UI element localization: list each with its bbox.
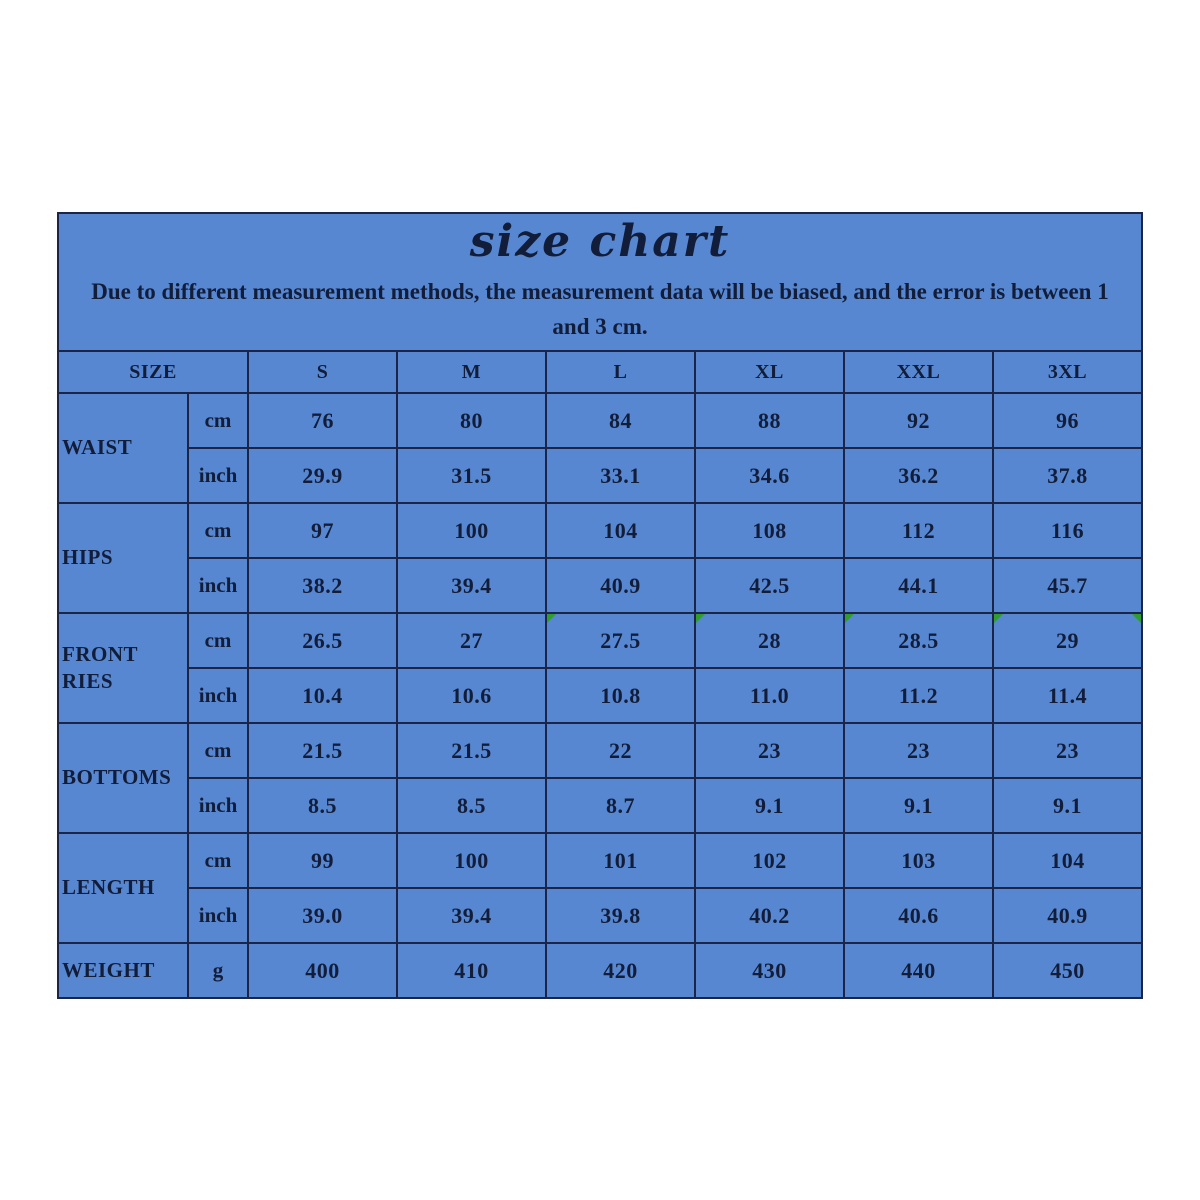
value-bottoms-cm-l: 22 <box>546 723 695 778</box>
size-column-header-xl: XL <box>695 351 844 393</box>
value-weight-g-m: 410 <box>397 943 546 998</box>
value-front-ries-inch-s: 10.4 <box>248 668 397 723</box>
unit-cell-hips-cm: cm <box>188 503 248 558</box>
row-label-waist: WAIST <box>58 393 188 503</box>
value-hips-inch-l: 40.9 <box>546 558 695 613</box>
value-length-inch-xxl: 40.6 <box>844 888 993 943</box>
unit-cell-length-inch: inch <box>188 888 248 943</box>
table-row-front-ries-cm <box>58 613 1142 668</box>
unit-cell-weight-g: g <box>188 943 248 998</box>
value-bottoms-inch-l: 8.7 <box>546 778 695 833</box>
green-corner-marker <box>845 614 854 623</box>
value-weight-g-l: 420 <box>546 943 695 998</box>
value-waist-cm-xxl: 92 <box>844 393 993 448</box>
green-corner-marker <box>1132 614 1141 623</box>
value-front-ries-inch-xl: 11.0 <box>695 668 844 723</box>
unit-cell-hips-inch: inch <box>188 558 248 613</box>
row-label-weight: WEIGHT <box>58 943 188 998</box>
value-hips-inch-m: 39.4 <box>397 558 546 613</box>
value-length-inch-3xl: 40.9 <box>993 888 1142 943</box>
green-corner-marker <box>547 614 556 623</box>
value-bottoms-inch-xl: 9.1 <box>695 778 844 833</box>
unit-cell-front-ries-inch: inch <box>188 668 248 723</box>
value-weight-g-xl: 430 <box>695 943 844 998</box>
value-front-ries-cm-3xl: 29 <box>993 613 1142 668</box>
unit-cell-front-ries-cm: cm <box>188 613 248 668</box>
value-length-inch-m: 39.4 <box>397 888 546 943</box>
value-bottoms-cm-xxl: 23 <box>844 723 993 778</box>
value-length-cm-l: 101 <box>546 833 695 888</box>
table-row-bottoms-inch <box>58 778 1142 833</box>
value-waist-cm-3xl: 96 <box>993 393 1142 448</box>
value-length-cm-m: 100 <box>397 833 546 888</box>
value-waist-cm-s: 76 <box>248 393 397 448</box>
value-front-ries-inch-xxl: 11.2 <box>844 668 993 723</box>
size-column-header: SIZE <box>58 351 248 393</box>
green-corner-marker <box>696 614 705 623</box>
value-front-ries-cm-xxl: 28.5 <box>844 613 993 668</box>
row-label-length: LENGTH <box>58 833 188 943</box>
size-column-header-m: M <box>397 351 546 393</box>
green-corner-marker <box>994 614 1003 623</box>
value-waist-inch-s: 29.9 <box>248 448 397 503</box>
row-label-bottoms: BOTTOMS <box>58 723 188 833</box>
value-hips-cm-3xl: 116 <box>993 503 1142 558</box>
value-length-cm-xl: 102 <box>695 833 844 888</box>
row-label-hips: HIPS <box>58 503 188 613</box>
value-bottoms-inch-xxl: 9.1 <box>844 778 993 833</box>
table-row-front-ries-inch <box>58 668 1142 723</box>
value-hips-cm-xxl: 112 <box>844 503 993 558</box>
table-row-waist-cm <box>58 393 1142 448</box>
value-hips-cm-m: 100 <box>397 503 546 558</box>
unit-cell-bottoms-cm: cm <box>188 723 248 778</box>
value-length-inch-s: 39.0 <box>248 888 397 943</box>
value-waist-inch-3xl: 37.8 <box>993 448 1142 503</box>
size-column-header-3xl: 3XL <box>993 351 1142 393</box>
value-bottoms-cm-s: 21.5 <box>248 723 397 778</box>
size-column-header-xxl: XXL <box>844 351 993 393</box>
value-front-ries-cm-l: 27.5 <box>546 613 695 668</box>
value-waist-inch-m: 31.5 <box>397 448 546 503</box>
chart-title: size chart <box>469 216 731 267</box>
value-bottoms-inch-3xl: 9.1 <box>993 778 1142 833</box>
value-waist-cm-xl: 88 <box>695 393 844 448</box>
value-front-ries-inch-m: 10.6 <box>397 668 546 723</box>
value-hips-inch-s: 38.2 <box>248 558 397 613</box>
value-bottoms-cm-3xl: 23 <box>993 723 1142 778</box>
value-waist-inch-xl: 34.6 <box>695 448 844 503</box>
table-row-hips-inch <box>58 558 1142 613</box>
size-column-header-s: S <box>248 351 397 393</box>
value-bottoms-cm-m: 21.5 <box>397 723 546 778</box>
table-row-length-inch <box>58 888 1142 943</box>
value-hips-cm-s: 97 <box>248 503 397 558</box>
value-weight-g-3xl: 450 <box>993 943 1142 998</box>
value-length-cm-xxl: 103 <box>844 833 993 888</box>
size-header-row <box>58 351 1142 393</box>
value-front-ries-cm-xl: 28 <box>695 613 844 668</box>
value-length-cm-3xl: 104 <box>993 833 1142 888</box>
value-front-ries-inch-l: 10.8 <box>546 668 695 723</box>
value-waist-inch-l: 33.1 <box>546 448 695 503</box>
unit-cell-waist-cm: cm <box>188 393 248 448</box>
value-length-inch-l: 39.8 <box>546 888 695 943</box>
value-hips-cm-l: 104 <box>546 503 695 558</box>
title-cell <box>58 213 1142 351</box>
unit-cell-length-cm: cm <box>188 833 248 888</box>
table-row-bottoms-cm <box>58 723 1142 778</box>
value-hips-inch-xxl: 44.1 <box>844 558 993 613</box>
value-weight-g-xxl: 440 <box>844 943 993 998</box>
table-row-length-cm <box>58 833 1142 888</box>
value-front-ries-cm-s: 26.5 <box>248 613 397 668</box>
table-row-waist-inch <box>58 448 1142 503</box>
value-waist-cm-l: 84 <box>546 393 695 448</box>
value-length-inch-xl: 40.2 <box>695 888 844 943</box>
value-bottoms-inch-m: 8.5 <box>397 778 546 833</box>
size-column-header-l: L <box>546 351 695 393</box>
value-weight-g-s: 400 <box>248 943 397 998</box>
table-row-hips-cm <box>58 503 1142 558</box>
value-hips-cm-xl: 108 <box>695 503 844 558</box>
value-front-ries-cm-m: 27 <box>397 613 546 668</box>
unit-cell-bottoms-inch: inch <box>188 778 248 833</box>
value-length-cm-s: 99 <box>248 833 397 888</box>
unit-cell-waist-inch: inch <box>188 448 248 503</box>
measurement-disclaimer: Due to different measurement methods, the measurement data will be biased, and the error is between 1 and 3 cm. <box>91 279 1109 339</box>
value-waist-inch-xxl: 36.2 <box>844 448 993 503</box>
value-bottoms-inch-s: 8.5 <box>248 778 397 833</box>
size-chart-table <box>57 212 1143 999</box>
value-bottoms-cm-xl: 23 <box>695 723 844 778</box>
table-row-weight-g <box>58 943 1142 998</box>
value-hips-inch-3xl: 45.7 <box>993 558 1142 613</box>
row-label-front-ries: FRONT RIES <box>58 613 188 723</box>
value-hips-inch-xl: 42.5 <box>695 558 844 613</box>
title-row <box>58 213 1142 351</box>
value-front-ries-inch-3xl: 11.4 <box>993 668 1142 723</box>
value-waist-cm-m: 80 <box>397 393 546 448</box>
